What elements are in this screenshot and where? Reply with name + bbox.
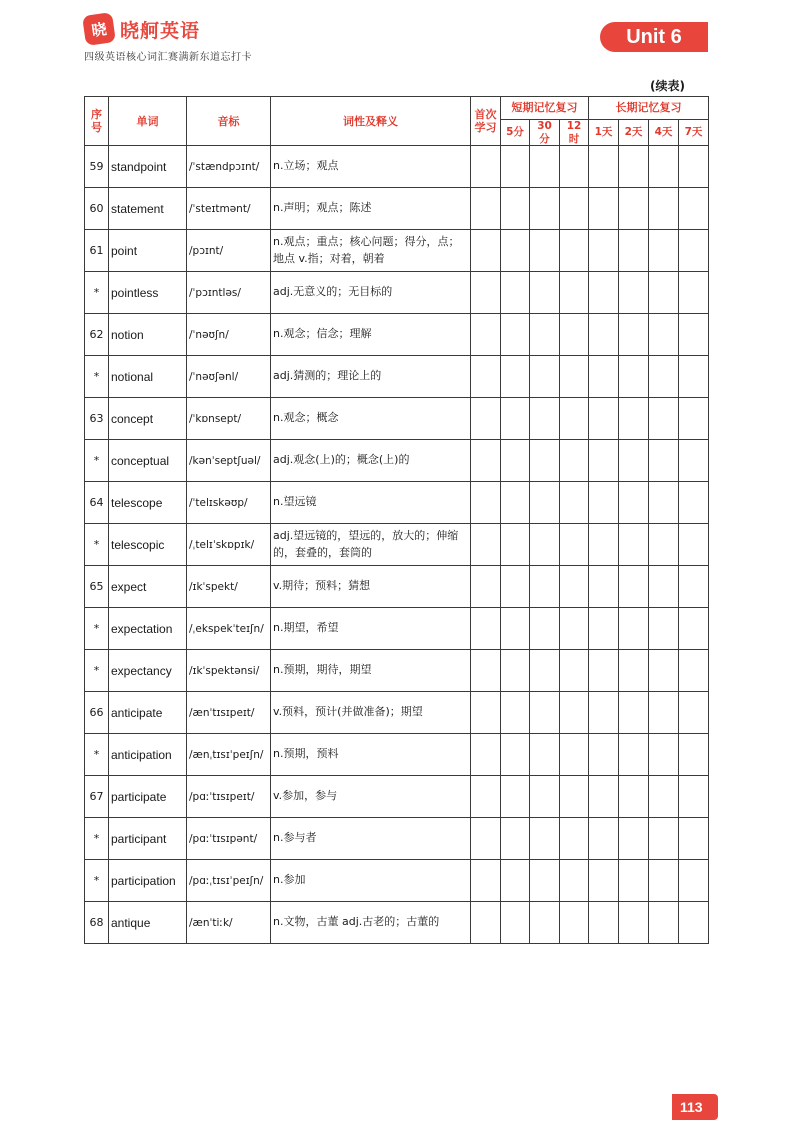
table-header-row xyxy=(85,97,709,120)
header-short-30min: 30分 xyxy=(530,120,560,146)
row-word: notional xyxy=(109,356,187,398)
check-long-7d[interactable] xyxy=(679,398,709,440)
row-word: notion xyxy=(109,314,187,356)
check-short-5min[interactable] xyxy=(501,272,530,314)
check-long-2d[interactable] xyxy=(619,734,649,776)
row-number: 60 xyxy=(85,188,109,230)
check-first-study[interactable] xyxy=(471,314,501,356)
check-short-5min[interactable] xyxy=(501,776,530,818)
header-long-4d: 4天 xyxy=(649,120,679,146)
row-phonetic: /pɑːˌtɪsɪˈpeɪʃn/ xyxy=(187,860,271,902)
check-long-4d[interactable] xyxy=(649,314,679,356)
row-phonetic: /ænˈtiːk/ xyxy=(187,902,271,944)
table-row xyxy=(85,566,709,608)
check-short-5min[interactable] xyxy=(501,440,530,482)
check-long-2d[interactable] xyxy=(619,650,649,692)
check-first-study[interactable] xyxy=(471,272,501,314)
check-long-1d[interactable] xyxy=(589,146,619,188)
check-long-1d[interactable] xyxy=(589,188,619,230)
row-phonetic: /ænˌtɪsɪˈpeɪʃn/ xyxy=(187,734,271,776)
table-row xyxy=(85,440,709,482)
row-word: expect xyxy=(109,566,187,608)
check-long-1d[interactable] xyxy=(589,356,619,398)
row-definition: v.预料，预计(并做准备)；期望 xyxy=(271,692,471,734)
check-long-4d[interactable] xyxy=(649,524,679,566)
check-long-7d[interactable] xyxy=(679,188,709,230)
row-definition: v.期待；预料；猜想 xyxy=(271,566,471,608)
check-long-2d[interactable] xyxy=(619,188,649,230)
unit-badge: Unit 6 xyxy=(600,22,708,52)
row-definition: n.望远镜 xyxy=(271,482,471,524)
check-long-7d[interactable] xyxy=(679,566,709,608)
check-long-4d[interactable] xyxy=(649,860,679,902)
check-short-30min[interactable] xyxy=(530,230,560,272)
check-long-4d[interactable] xyxy=(649,776,679,818)
check-long-1d[interactable] xyxy=(589,482,619,524)
check-long-7d[interactable] xyxy=(679,860,709,902)
row-definition: adj.望远镜的，望远的，放大的；伸缩的，套叠的，套筒的 xyxy=(271,524,471,566)
row-number: * xyxy=(85,650,109,692)
check-short-5min[interactable] xyxy=(501,146,530,188)
check-long-7d[interactable] xyxy=(679,482,709,524)
check-short-30min[interactable] xyxy=(530,734,560,776)
row-number: 63 xyxy=(85,398,109,440)
book-subtitle: 四级英语核心词汇赛满新东道忘打卡 xyxy=(84,52,252,63)
check-short-30min[interactable] xyxy=(530,440,560,482)
check-short-5min[interactable] xyxy=(501,566,530,608)
check-long-7d[interactable] xyxy=(679,902,709,944)
check-short-5min[interactable] xyxy=(501,692,530,734)
check-short-12h[interactable] xyxy=(560,440,589,482)
check-long-4d[interactable] xyxy=(649,608,679,650)
check-long-2d[interactable] xyxy=(619,524,649,566)
check-short-12h[interactable] xyxy=(560,524,589,566)
table-row xyxy=(85,146,709,188)
check-short-5min[interactable] xyxy=(501,818,530,860)
row-phonetic: /ˌekspekˈteɪʃn/ xyxy=(187,608,271,650)
check-first-study[interactable] xyxy=(471,860,501,902)
row-word: participate xyxy=(109,776,187,818)
check-long-1d[interactable] xyxy=(589,440,619,482)
row-phonetic: /pɔɪnt/ xyxy=(187,230,271,272)
check-short-5min[interactable] xyxy=(501,524,530,566)
check-first-study[interactable] xyxy=(471,440,501,482)
vocabulary-table xyxy=(84,96,709,944)
check-long-1d[interactable] xyxy=(589,566,619,608)
row-word: telescopic xyxy=(109,524,187,566)
row-phonetic: /ɪkˈspekt/ xyxy=(187,566,271,608)
check-short-12h[interactable] xyxy=(560,860,589,902)
check-short-12h[interactable] xyxy=(560,314,589,356)
header-short-12h: 12时 xyxy=(560,120,589,146)
row-word: participant xyxy=(109,818,187,860)
check-short-30min[interactable] xyxy=(530,524,560,566)
check-short-5min[interactable] xyxy=(501,608,530,650)
check-short-5min[interactable] xyxy=(501,860,530,902)
check-long-2d[interactable] xyxy=(619,440,649,482)
row-definition: n.观念；信念；理解 xyxy=(271,314,471,356)
brand-name: 晓舸英语 xyxy=(120,19,201,42)
check-long-7d[interactable] xyxy=(679,692,709,734)
row-number: * xyxy=(85,860,109,902)
check-short-12h[interactable] xyxy=(560,188,589,230)
table-row xyxy=(85,776,709,818)
check-first-study[interactable] xyxy=(471,230,501,272)
check-first-study[interactable] xyxy=(471,734,501,776)
check-long-2d[interactable] xyxy=(619,146,649,188)
header-word: 单词 xyxy=(109,97,187,146)
row-number: * xyxy=(85,608,109,650)
table-row xyxy=(85,314,709,356)
row-number: 62 xyxy=(85,314,109,356)
row-number: * xyxy=(85,734,109,776)
row-number: 65 xyxy=(85,566,109,608)
check-long-2d[interactable] xyxy=(619,692,649,734)
check-short-30min[interactable] xyxy=(530,356,560,398)
check-long-1d[interactable] xyxy=(589,902,619,944)
check-short-5min[interactable] xyxy=(501,482,530,524)
header-definition: 词性及释义 xyxy=(271,97,471,146)
check-long-7d[interactable] xyxy=(679,776,709,818)
row-definition: v.参加，参与 xyxy=(271,776,471,818)
row-number: * xyxy=(85,524,109,566)
table-row xyxy=(85,860,709,902)
check-short-12h[interactable] xyxy=(560,146,589,188)
brand-logo-icon: 晓 xyxy=(82,12,116,46)
check-short-5min[interactable] xyxy=(501,188,530,230)
check-long-2d[interactable] xyxy=(619,314,649,356)
check-short-30min[interactable] xyxy=(530,818,560,860)
header-short-5min: 5分 xyxy=(501,120,530,146)
row-definition: n.观念；概念 xyxy=(271,398,471,440)
row-word: telescope xyxy=(109,482,187,524)
table-row xyxy=(85,482,709,524)
check-long-1d[interactable] xyxy=(589,272,619,314)
check-long-2d[interactable] xyxy=(619,860,649,902)
check-first-study[interactable] xyxy=(471,356,501,398)
check-long-7d[interactable] xyxy=(679,230,709,272)
check-long-7d[interactable] xyxy=(679,608,709,650)
header-long-1d: 1天 xyxy=(589,120,619,146)
check-short-30min[interactable] xyxy=(530,776,560,818)
check-first-study[interactable] xyxy=(471,398,501,440)
page-number: 113 xyxy=(680,1099,703,1115)
table-body xyxy=(85,146,709,944)
check-long-4d[interactable] xyxy=(649,398,679,440)
check-long-4d[interactable] xyxy=(649,230,679,272)
check-long-4d[interactable] xyxy=(649,356,679,398)
check-short-12h[interactable] xyxy=(560,272,589,314)
check-long-1d[interactable] xyxy=(589,860,619,902)
check-short-12h[interactable] xyxy=(560,608,589,650)
check-long-7d[interactable] xyxy=(679,650,709,692)
check-long-4d[interactable] xyxy=(649,818,679,860)
row-definition: n.文物，古董 adj.古老的；古董的 xyxy=(271,902,471,944)
check-short-30min[interactable] xyxy=(530,482,560,524)
row-number: * xyxy=(85,818,109,860)
check-first-study[interactable] xyxy=(471,902,501,944)
check-long-2d[interactable] xyxy=(619,482,649,524)
row-number: 59 xyxy=(85,146,109,188)
row-number: 67 xyxy=(85,776,109,818)
check-short-12h[interactable] xyxy=(560,566,589,608)
row-word: concept xyxy=(109,398,187,440)
row-word: standpoint xyxy=(109,146,187,188)
row-definition: n.参与者 xyxy=(271,818,471,860)
check-short-30min[interactable] xyxy=(530,272,560,314)
header-first-study: 首次学习 xyxy=(471,97,501,146)
check-first-study[interactable] xyxy=(471,482,501,524)
check-short-30min[interactable] xyxy=(530,692,560,734)
check-short-30min[interactable] xyxy=(530,314,560,356)
check-first-study[interactable] xyxy=(471,188,501,230)
row-phonetic: /ˈtelɪskəʊp/ xyxy=(187,482,271,524)
check-short-5min[interactable] xyxy=(501,356,530,398)
check-short-30min[interactable] xyxy=(530,902,560,944)
check-long-4d[interactable] xyxy=(649,272,679,314)
check-short-12h[interactable] xyxy=(560,818,589,860)
check-long-1d[interactable] xyxy=(589,314,619,356)
check-long-2d[interactable] xyxy=(619,902,649,944)
row-phonetic: /ɪkˈspektənsi/ xyxy=(187,650,271,692)
check-first-study[interactable] xyxy=(471,650,501,692)
header-long-7d: 7天 xyxy=(679,120,709,146)
header-long-2d: 2天 xyxy=(619,120,649,146)
row-word: expectation xyxy=(109,608,187,650)
check-first-study[interactable] xyxy=(471,818,501,860)
row-number: * xyxy=(85,272,109,314)
row-definition: n.参加 xyxy=(271,860,471,902)
row-definition: adj.猜测的；理论上的 xyxy=(271,356,471,398)
check-long-1d[interactable] xyxy=(589,608,619,650)
check-short-12h[interactable] xyxy=(560,692,589,734)
row-word: point xyxy=(109,230,187,272)
check-long-1d[interactable] xyxy=(589,398,619,440)
row-word: anticipate xyxy=(109,692,187,734)
row-word: expectancy xyxy=(109,650,187,692)
check-long-2d[interactable] xyxy=(619,608,649,650)
row-definition: n.观点；重点；核心问题；得分，点；地点 v.指；对着，朝着 xyxy=(271,230,471,272)
check-first-study[interactable] xyxy=(471,524,501,566)
row-phonetic: /kənˈseptʃuəl/ xyxy=(187,440,271,482)
row-number: 61 xyxy=(85,230,109,272)
check-long-2d[interactable] xyxy=(619,230,649,272)
row-word: antique xyxy=(109,902,187,944)
table-row xyxy=(85,272,709,314)
check-first-study[interactable] xyxy=(471,608,501,650)
check-long-4d[interactable] xyxy=(649,734,679,776)
check-short-30min[interactable] xyxy=(530,650,560,692)
check-short-30min[interactable] xyxy=(530,566,560,608)
check-short-30min[interactable] xyxy=(530,608,560,650)
header-long-term: 长期记忆复习 xyxy=(589,97,709,120)
check-long-1d[interactable] xyxy=(589,818,619,860)
row-definition: n.预期，期待，期望 xyxy=(271,650,471,692)
check-first-study[interactable] xyxy=(471,566,501,608)
check-long-2d[interactable] xyxy=(619,398,649,440)
check-long-4d[interactable] xyxy=(649,482,679,524)
row-word: conceptual xyxy=(109,440,187,482)
check-long-4d[interactable] xyxy=(649,188,679,230)
row-definition: n.立场；观点 xyxy=(271,146,471,188)
check-long-4d[interactable] xyxy=(649,440,679,482)
check-long-4d[interactable] xyxy=(649,650,679,692)
row-phonetic: /ˈnəʊʃənl/ xyxy=(187,356,271,398)
check-first-study[interactable] xyxy=(471,146,501,188)
table-row xyxy=(85,230,709,272)
check-long-1d[interactable] xyxy=(589,650,619,692)
table-row xyxy=(85,734,709,776)
check-short-30min[interactable] xyxy=(530,188,560,230)
check-long-7d[interactable] xyxy=(679,314,709,356)
check-long-4d[interactable] xyxy=(649,566,679,608)
row-phonetic: /ˈstændpɔɪnt/ xyxy=(187,146,271,188)
check-long-1d[interactable] xyxy=(589,692,619,734)
header-phonetic: 音标 xyxy=(187,97,271,146)
row-phonetic: /ænˈtɪsɪpeɪt/ xyxy=(187,692,271,734)
row-phonetic: /pɑːˈtɪsɪpənt/ xyxy=(187,818,271,860)
check-short-30min[interactable] xyxy=(530,398,560,440)
row-definition: n.期望，希望 xyxy=(271,608,471,650)
table-row xyxy=(85,818,709,860)
row-word: statement xyxy=(109,188,187,230)
check-long-7d[interactable] xyxy=(679,272,709,314)
check-long-7d[interactable] xyxy=(679,524,709,566)
check-short-5min[interactable] xyxy=(501,230,530,272)
check-short-12h[interactable] xyxy=(560,650,589,692)
check-long-4d[interactable] xyxy=(649,146,679,188)
check-long-7d[interactable] xyxy=(679,146,709,188)
table-row xyxy=(85,650,709,692)
check-long-2d[interactable] xyxy=(619,776,649,818)
header-no: 序号 xyxy=(85,97,109,146)
check-short-12h[interactable] xyxy=(560,398,589,440)
row-number: 64 xyxy=(85,482,109,524)
check-short-5min[interactable] xyxy=(501,902,530,944)
table-row xyxy=(85,524,709,566)
table-row xyxy=(85,188,709,230)
check-long-2d[interactable] xyxy=(619,272,649,314)
check-short-12h[interactable] xyxy=(560,356,589,398)
continued-label: (续表) xyxy=(650,79,685,93)
check-long-7d[interactable] xyxy=(679,818,709,860)
row-word: anticipation xyxy=(109,734,187,776)
row-phonetic: /pɑːˈtɪsɪpeɪt/ xyxy=(187,776,271,818)
check-long-1d[interactable] xyxy=(589,776,619,818)
check-short-12h[interactable] xyxy=(560,734,589,776)
row-number: * xyxy=(85,440,109,482)
table-row xyxy=(85,356,709,398)
row-definition: n.声明；观点；陈述 xyxy=(271,188,471,230)
check-long-4d[interactable] xyxy=(649,692,679,734)
check-long-7d[interactable] xyxy=(679,356,709,398)
brand-header xyxy=(84,14,200,44)
check-long-4d[interactable] xyxy=(649,902,679,944)
row-phonetic: /ˌtelɪˈskɒpɪk/ xyxy=(187,524,271,566)
check-long-2d[interactable] xyxy=(619,566,649,608)
check-short-30min[interactable] xyxy=(530,146,560,188)
check-long-1d[interactable] xyxy=(589,734,619,776)
check-short-12h[interactable] xyxy=(560,902,589,944)
check-first-study[interactable] xyxy=(471,692,501,734)
row-phonetic: /ˈpɔɪntləs/ xyxy=(187,272,271,314)
table-row xyxy=(85,692,709,734)
check-short-5min[interactable] xyxy=(501,314,530,356)
check-short-5min[interactable] xyxy=(501,398,530,440)
check-long-7d[interactable] xyxy=(679,440,709,482)
check-long-1d[interactable] xyxy=(589,524,619,566)
row-word: participation xyxy=(109,860,187,902)
row-phonetic: /ˈnəʊʃn/ xyxy=(187,314,271,356)
row-number: 68 xyxy=(85,902,109,944)
check-long-1d[interactable] xyxy=(589,230,619,272)
table-row xyxy=(85,398,709,440)
header-short-term: 短期记忆复习 xyxy=(501,97,589,120)
row-definition: adj.观念(上)的；概念(上)的 xyxy=(271,440,471,482)
row-number: 66 xyxy=(85,692,109,734)
check-short-30min[interactable] xyxy=(530,860,560,902)
check-long-7d[interactable] xyxy=(679,734,709,776)
row-phonetic: /ˈsteɪtmənt/ xyxy=(187,188,271,230)
check-short-5min[interactable] xyxy=(501,650,530,692)
row-definition: adj.无意义的；无目标的 xyxy=(271,272,471,314)
check-long-2d[interactable] xyxy=(619,818,649,860)
check-first-study[interactable] xyxy=(471,776,501,818)
table-row xyxy=(85,608,709,650)
check-short-12h[interactable] xyxy=(560,776,589,818)
check-short-5min[interactable] xyxy=(501,734,530,776)
table-row xyxy=(85,902,709,944)
row-definition: n.预期，预料 xyxy=(271,734,471,776)
row-word: pointless xyxy=(109,272,187,314)
check-long-2d[interactable] xyxy=(619,356,649,398)
check-short-12h[interactable] xyxy=(560,230,589,272)
check-short-12h[interactable] xyxy=(560,482,589,524)
row-phonetic: /ˈkɒnsept/ xyxy=(187,398,271,440)
row-number: * xyxy=(85,356,109,398)
